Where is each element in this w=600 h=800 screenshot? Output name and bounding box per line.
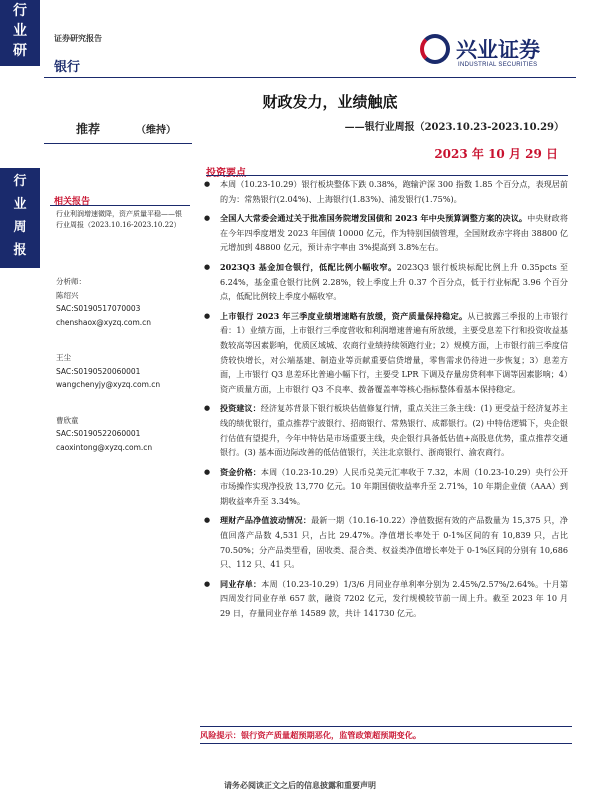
highlight-item (200, 577, 568, 621)
analyst-block (56, 275, 188, 329)
analyst-email[interactable]: wangchenyjy@xyzq.com.cn (56, 380, 161, 389)
logo-mark-icon (420, 34, 450, 64)
disclaimer-footer: 请务必阅读正文之后的信息披露和重要声明 (224, 780, 376, 790)
bullet-icon: ● (204, 467, 211, 476)
rating-label: 推荐 (76, 122, 101, 136)
related-divider (50, 205, 190, 206)
band-char: 行 (13, 3, 27, 19)
highlight-bold: 投资建议： (220, 403, 261, 414)
bullet-icon: ● (204, 214, 211, 223)
bullet-icon: ● (204, 579, 211, 588)
highlight-item (200, 401, 568, 459)
highlight-bold: 2023Q3 基金加仓银行，低配比例小幅收窄。 (220, 261, 397, 272)
highlight-text: 最新一期（10.16-10.22）净值数据有效的产品数量为 15,375 只，净值回落产品数 4,531 只，占比 29.47%。净值增长率处于 0-1%区间的有 10,839 只，占比 70.50%；分产品类型看，固收类、混合类、权益类净值增长率处于 0-1%区间的分别有 10,686 只、112 只、41 只。 (220, 515, 568, 570)
bullet-icon: ● (204, 516, 211, 525)
bullet-icon: ● (204, 180, 211, 188)
highlight-item (200, 211, 568, 255)
report-date: 2023 年 10 月 29 日 (434, 147, 558, 161)
highlights-list (200, 177, 568, 626)
bullet-icon: ● (204, 311, 211, 320)
logo-name-en: INDUSTRIAL SECURITIES (458, 62, 538, 68)
report-title: 财政发力，业绩触底 (262, 93, 398, 111)
highlight-item (200, 260, 568, 304)
highlight-item (200, 177, 568, 206)
highlight-bold: 理财产品净值波动情况： (220, 515, 312, 526)
analyst-email[interactable]: chenshaox@xyzq.com.cn (56, 317, 152, 327)
highlight-bold: 全国人大常委会通过关于批准国务院增发国债和 2023 年中央预算调整方案的决议。 (220, 213, 528, 224)
highlights-title: 投资要点 (206, 168, 246, 179)
highlight-text: 本周（10.23-10.29）1/3/6 月同业存单利率分别为 2.45%/2.57%/2.64%。十月第四周发行同业存单 657 款，融资 7202 亿元，发行规模较节前一周上升。截至 2023 年 10 月 29 日，存量同业存单 14589 款，共计 141730 亿元。 (220, 578, 568, 619)
highlight-text: 经济复苏背景下银行板块估值修复行情，重点关注三条主线：(1) 更受益于经济复苏主线的绩优银行，重点推荐宁波银行、招商银行、常熟银行、成都银行。(2) 中特估逻辑下，央企银行估值有望提升，今年中特估是市场重要主线，央企银行具备低估值+高股息优势，重点推荐交通银行。(3) 基本面边际改善的低估值银行，关注北京银行、浙商银行、渝农商行。 (220, 403, 568, 458)
highlight-text: 2023Q3 银行板块标配比例上升 0.35pcts 至 6.24%，基金重仓银行比例 2.28%，较上季度上升 0.37 个百分点，低于行业标配 3.96 个百分点，低配比例较上季度小幅收窄。 (220, 261, 568, 302)
band-char: 报 (13, 243, 27, 258)
highlight-text: 本周（10.23-10.29）人民币兑美元汇率收于 7.32，本周（10.23-10.29）央行公开市场操作实现净投放 13,770 亿元。10 年期国债收益率升至 2.71%，10 年期企业债（AAA）到期收益率升至 3.34%。 (220, 466, 568, 506)
highlight-text: 中央财政将在今年四季度增发 2023 年国债 10000 亿元，作为特别国债管理，全国财政赤字将由 38800 亿元增加到 48800 亿元，预计赤字率由 3%提高到 3.8%左右。 (220, 213, 568, 253)
highlight-item (200, 465, 568, 509)
highlight-bold: 资金价格： (220, 466, 261, 477)
analyst-sac: SAC:S0190517070003 (56, 304, 141, 313)
analyst-email[interactable]: caoxintong@xyzq.com.cn (56, 442, 153, 452)
highlight-bold: 同业存单： (220, 578, 262, 589)
sector-label: 银行 (54, 60, 81, 75)
analyst-list (56, 275, 188, 476)
risk-warning: 风险提示：银行资产质量超预期恶化，监管政策超预期变化。 (200, 730, 422, 740)
highlight-text: 本周（10.23-10.29）银行板块整体下跌 0.38%，跑输沪深 300 指数 1.85 个百分点，表现居前的为：常熟银行(2.04%)、上海银行(1.83%)、浦发银行(1.75%)。 (220, 179, 568, 204)
highlight-item (200, 309, 568, 397)
analyst-name: 曹欣童 (56, 415, 79, 425)
related-reports-title: 相关报告 (54, 197, 91, 207)
analyst-block (56, 414, 188, 455)
band-char: 周 (13, 220, 27, 235)
rating-note: （维持） (136, 125, 176, 136)
band-char: 行 (13, 174, 27, 189)
rating-divider (44, 143, 192, 144)
company-logo (420, 30, 590, 74)
risk-divider-bottom (200, 743, 572, 744)
analyst-sac: SAC:S0190520060001 (56, 366, 141, 376)
analyst-sac: SAC:S0190522060001 (56, 429, 141, 438)
risk-divider-top (200, 726, 572, 727)
report-type-label: 证券研究报告 (54, 33, 102, 43)
logo-name-cn: 兴业证券 (456, 38, 540, 62)
related-report-link[interactable]: 行业利润增速微降，资产质量平稳——银行业周报（2023.10.16-2023.10.22） (56, 210, 182, 229)
report-subtitle: ——银行业周报（2023.10.23-2023.10.29） (344, 122, 564, 133)
vertical-band-weekly (0, 168, 40, 268)
highlight-text: 从已披露三季报的上市银行看：1）业绩方面，上市银行三季度营收和利润增速普遍有所放缓，主要受息差下行和投资收益基数较高等因素影响，优质区域城、农商行业绩持续领跑行业；2）规模方面，上市银行前三季度信贷较快增长，对公端基建、制造业等贡献重要信贷增量，零售需求仍待进一步恢复；3）息差方面，上市银行 Q3 息差环比普遍小幅下行，主要受 LPR 下调及存量房贷利率下调等因素影响；4）资产质量方面，上市银行 Q3 不良率、拨备覆盖率等核心指标整体看基本保持稳定。 (220, 310, 568, 394)
analyst-name: 陈绍兴 (56, 290, 79, 300)
highlights-divider (206, 175, 568, 176)
bullet-icon: ● (204, 404, 211, 413)
analyst-role: 分析师： (56, 277, 86, 286)
band-char: 业 (13, 23, 27, 39)
bullet-icon: ● (204, 262, 211, 271)
highlight-bold: 上市银行 2023 年三季度业绩增速略有放缓，资产质量保持稳定。 (220, 310, 468, 321)
band-char: 研 (13, 43, 27, 59)
highlight-item (200, 513, 568, 571)
band-char: 业 (13, 197, 27, 212)
analyst-name: 王尘 (56, 353, 71, 362)
vertical-band-research (0, 0, 40, 66)
analyst-block (56, 351, 188, 392)
header-divider (44, 77, 576, 78)
